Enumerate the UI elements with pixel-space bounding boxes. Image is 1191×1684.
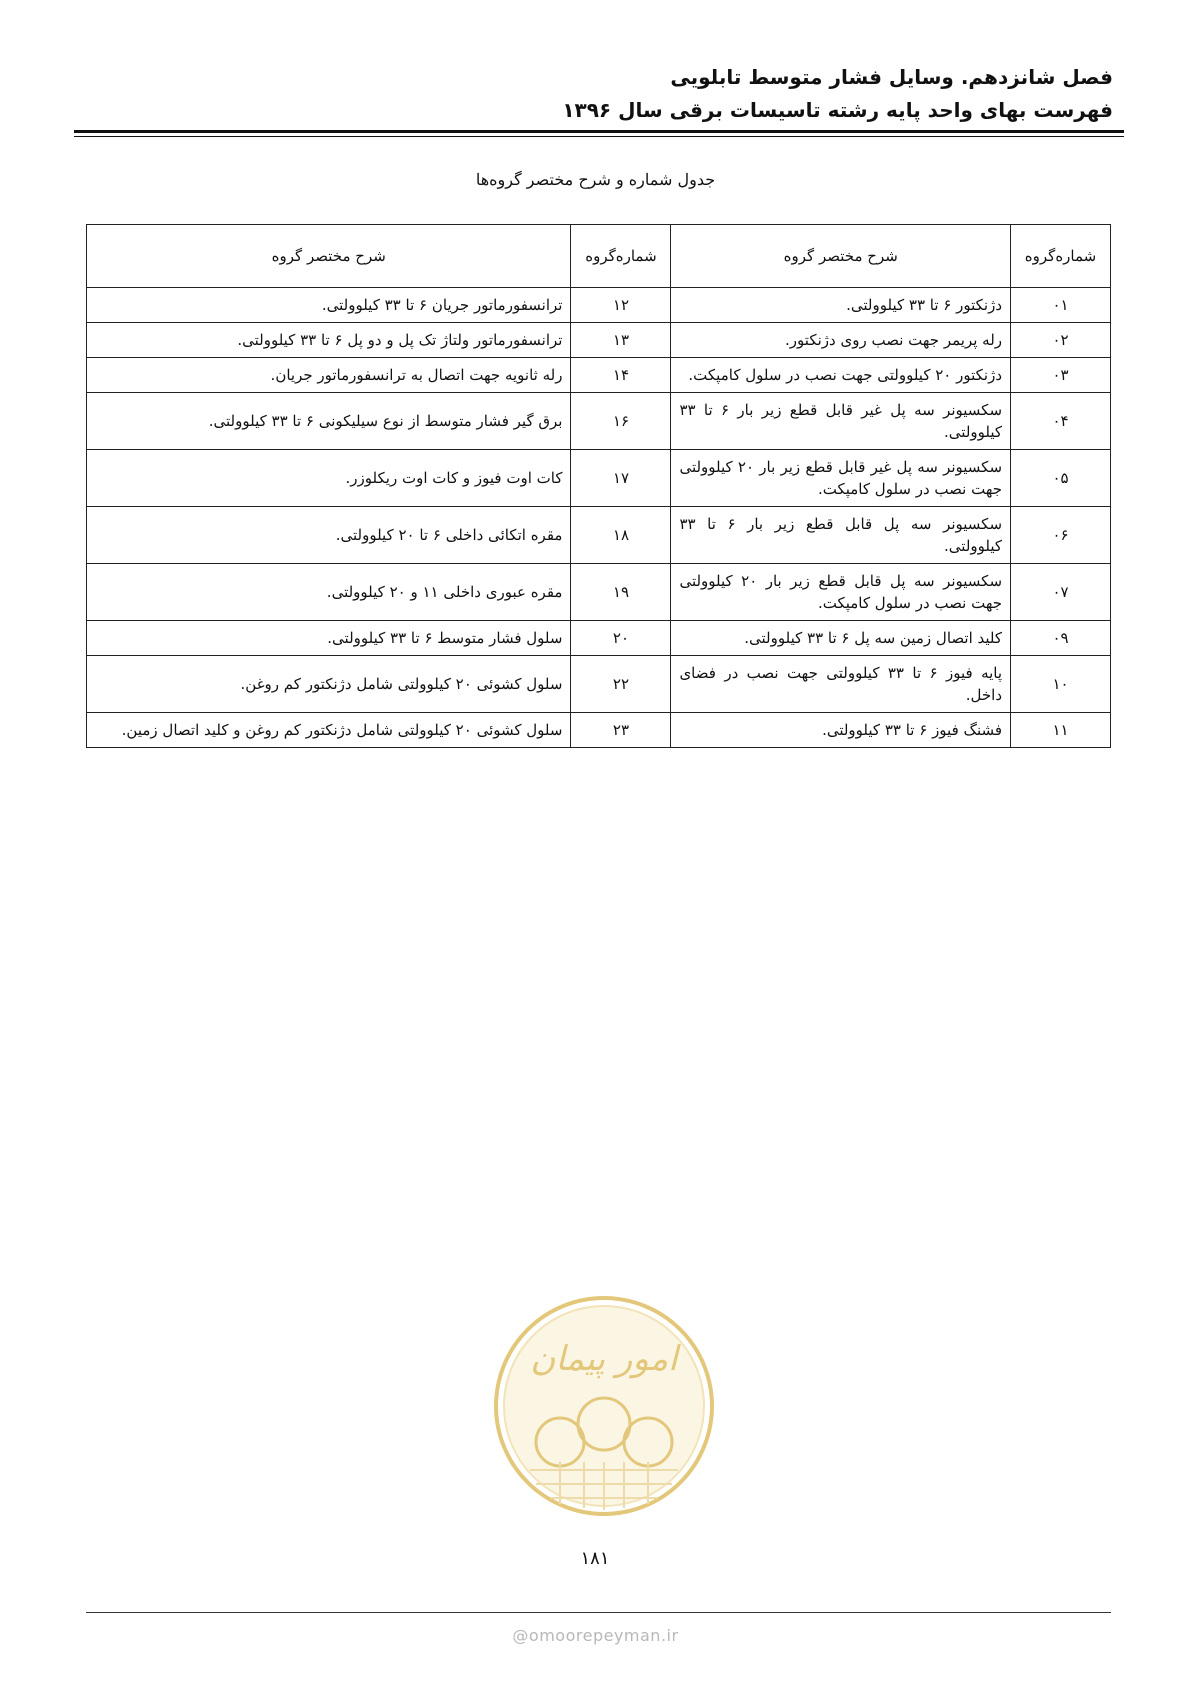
table-row (87, 288, 1111, 323)
table-header-row (87, 225, 1111, 288)
group-number-cell: ۰۷ (1011, 564, 1111, 621)
group-description-cell: دژنکتور ۲۰ کیلوولتی جهت نصب در سلول کامپکت. (671, 358, 1011, 393)
chapter-title: فصل شانزدهم. وسایل فشار متوسط تابلویی (670, 65, 1113, 89)
footer-rule (86, 1612, 1111, 1613)
group-description-cell: پایه فیوز ۶ تا ۳۳ کیلوولتی جهت نصب در فضای داخل. (671, 656, 1011, 713)
website-watermark: @omoorepeyman.ir (512, 1626, 679, 1645)
group-number-cell: ۲۰ (571, 621, 671, 656)
group-description-cell: برق گیر فشار متوسط از نوع سیلیکونی ۶ تا ۳۳ کیلوولتی. (87, 393, 571, 450)
group-number-cell: ۱۳ (571, 323, 671, 358)
group-description-cell: مقره اتکائی داخلی ۶ تا ۲۰ کیلوولتی. (87, 507, 571, 564)
group-number-cell: ۱۸ (571, 507, 671, 564)
company-seal-logo (490, 1292, 718, 1520)
groups-table (86, 224, 1111, 748)
group-number-cell: ۱۷ (571, 450, 671, 507)
header-rule-thick (74, 130, 1124, 133)
group-number-cell: ۰۱ (1011, 288, 1111, 323)
table-caption: جدول شماره و شرح مختصر گروه‌ها (475, 170, 716, 189)
group-number-cell: ۰۵ (1011, 450, 1111, 507)
group-number-cell: ۰۹ (1011, 621, 1111, 656)
group-description-cell: کات اوت فیوز و کات اوت ریکلوزر. (87, 450, 571, 507)
table-row (87, 656, 1111, 713)
group-description-cell: رله پریمر جهت نصب روی دژنکتور. (671, 323, 1011, 358)
col-header-group-description: شرح مختصر گروه (87, 225, 571, 288)
group-number-cell: ۰۳ (1011, 358, 1111, 393)
group-number-cell: ۱۰ (1011, 656, 1111, 713)
group-number-cell: ۱۲ (571, 288, 671, 323)
group-description-cell: سلول کشوئی ۲۰ کیلوولتی شامل دژنکتور کم روغن. (87, 656, 571, 713)
group-number-cell: ۲۳ (571, 713, 671, 748)
group-description-cell: ترانسفورماتور جریان ۶ تا ۳۳ کیلوولتی. (87, 288, 571, 323)
group-number-cell: ۰۲ (1011, 323, 1111, 358)
group-number-cell: ۰۶ (1011, 507, 1111, 564)
document-header (73, 60, 1113, 126)
group-description-cell: سکسیونر سه پل غیر قابل قطع زیر بار ۲۰ کیلوولتی جهت نصب در سلول کامپکت. (671, 450, 1011, 507)
group-number-cell: ۱۶ (571, 393, 671, 450)
col-header-group-description: شرح مختصر گروه (671, 225, 1011, 288)
group-description-cell: سکسیونر سه پل قابل قطع زیر بار ۶ تا ۳۳ کیلوولتی. (671, 507, 1011, 564)
table-row (87, 358, 1111, 393)
group-description-cell: رله ثانویه جهت اتصال به ترانسفورماتور جریان. (87, 358, 571, 393)
col-header-group-number: شماره‌گروه (571, 225, 671, 288)
table-row (87, 564, 1111, 621)
group-number-cell: ۰۴ (1011, 393, 1111, 450)
table-row (87, 507, 1111, 564)
group-number-cell: ۱۹ (571, 564, 671, 621)
page-number: ۱۸۱ (580, 1548, 610, 1569)
header-rule-thin (74, 136, 1124, 137)
group-number-cell: ۲۲ (571, 656, 671, 713)
svg-text:امور پیمان: امور پیمان (530, 1339, 678, 1379)
table-row (87, 323, 1111, 358)
group-description-cell: ترانسفورماتور ولتاژ تک پل و دو پل ۶ تا ۳۳ کیلوولتی. (87, 323, 571, 358)
group-number-cell: ۱۱ (1011, 713, 1111, 748)
group-description-cell: سکسیونر سه پل غیر قابل قطع زیر بار ۶ تا ۳۳ کیلوولتی. (671, 393, 1011, 450)
table-row (87, 621, 1111, 656)
col-header-group-number: شماره‌گروه (1011, 225, 1111, 288)
price-list-title: فهرست بهای واحد پایه رشته تاسیسات برقی سال ۱۳۹۶ (562, 98, 1113, 122)
group-description-cell: سلول کشوئی ۲۰ کیلوولتی شامل دژنکتور کم روغن و کلید اتصال زمین. (87, 713, 571, 748)
table-row (87, 450, 1111, 507)
group-description-cell: سکسیونر سه پل قابل قطع زیر بار ۲۰ کیلوولتی جهت نصب در سلول کامپکت. (671, 564, 1011, 621)
group-description-cell: دژنکتور ۶ تا ۳۳ کیلوولتی. (671, 288, 1011, 323)
group-description-cell: فشنگ فیوز ۶ تا ۳۳ کیلوولتی. (671, 713, 1011, 748)
table-row (87, 393, 1111, 450)
group-description-cell: سلول فشار متوسط ۶ تا ۳۳ کیلوولتی. (87, 621, 571, 656)
group-description-cell: کلید اتصال زمین سه پل ۶ تا ۳۳ کیلوولتی. (671, 621, 1011, 656)
table-row (87, 713, 1111, 748)
group-number-cell: ۱۴ (571, 358, 671, 393)
group-description-cell: مقره عبوری داخلی ۱۱ و ۲۰ کیلوولتی. (87, 564, 571, 621)
